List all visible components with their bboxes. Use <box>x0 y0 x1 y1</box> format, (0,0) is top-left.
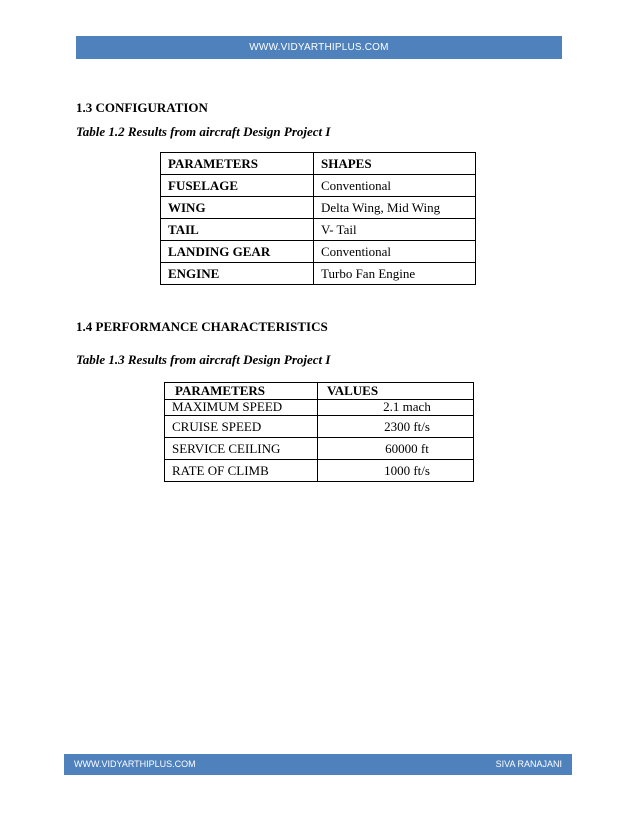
parameter-cell: FUSELAGE <box>161 175 314 197</box>
parameter-cell: WING <box>161 197 314 219</box>
section-heading-configuration: 1.3 CONFIGURATION <box>76 100 208 115</box>
parameter-cell: ENGINE <box>161 263 314 285</box>
shape-cell: Turbo Fan Engine <box>314 263 476 285</box>
footer-author: SIVA RANAJANI <box>495 759 562 769</box>
table-row <box>161 197 476 219</box>
column-header-parameters: PARAMETERS <box>161 153 314 175</box>
column-header-shapes: SHAPES <box>314 153 476 175</box>
table-row <box>165 460 474 482</box>
table-caption-1-2: Table 1.2 Results from aircraft Design Project I <box>76 124 331 139</box>
value-cell: 2.1 mach <box>318 400 474 416</box>
shape-cell: V- Tail <box>314 219 476 241</box>
column-header-values: VALUES <box>318 383 474 400</box>
parameter-cell: MAXIMUM SPEED <box>165 400 318 416</box>
shape-cell: Conventional <box>314 241 476 263</box>
table-caption-1-3: Table 1.3 Results from aircraft Design Project I <box>76 352 331 367</box>
value-cell: 2300 ft/s <box>318 416 474 438</box>
parameter-cell: TAIL <box>161 219 314 241</box>
value-cell: 60000 ft <box>318 438 474 460</box>
parameter-cell: CRUISE SPEED <box>165 416 318 438</box>
footer-url: WWW.VIDYARTHIPLUS.COM <box>74 759 196 769</box>
performance-table <box>164 382 474 482</box>
parameter-cell: LANDING GEAR <box>161 241 314 263</box>
table-row <box>165 438 474 460</box>
table-row <box>161 219 476 241</box>
header-banner <box>76 36 562 59</box>
table-row <box>165 416 474 438</box>
table-row <box>161 241 476 263</box>
shape-cell: Conventional <box>314 175 476 197</box>
table-header-row <box>165 383 474 400</box>
parameter-cell: RATE OF CLIMB <box>165 460 318 482</box>
footer-banner <box>64 754 572 775</box>
parameter-cell: SERVICE CEILING <box>165 438 318 460</box>
table-row <box>161 175 476 197</box>
section-heading-performance: 1.4 PERFORMANCE CHARACTERISTICS <box>76 319 328 334</box>
table-row <box>165 400 474 416</box>
table-header-row <box>161 153 476 175</box>
configuration-table <box>160 152 476 285</box>
column-header-parameters: PARAMETERS <box>165 383 318 400</box>
shape-cell: Delta Wing, Mid Wing <box>314 197 476 219</box>
table-row <box>161 263 476 285</box>
header-url: WWW.VIDYARTHIPLUS.COM <box>249 42 389 53</box>
value-cell: 1000 ft/s <box>318 460 474 482</box>
